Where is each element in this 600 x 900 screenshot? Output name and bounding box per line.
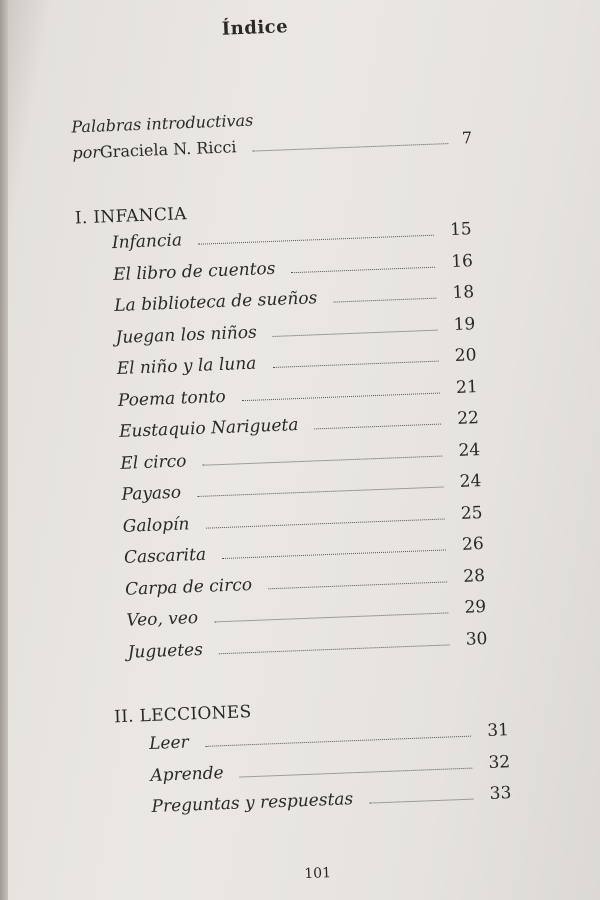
- section-entries-infancia: [112, 219, 489, 673]
- toc-entry-title: Poema tonto: [117, 386, 227, 411]
- toc-entry-title: Juguetes: [127, 639, 204, 663]
- toc-entry-title: La biblioteca de sueños: [113, 288, 318, 317]
- toc-entry-title: Cascarita: [123, 544, 207, 568]
- section-entries-lecciones: [149, 720, 512, 828]
- page-number-footer: 101: [303, 865, 332, 883]
- toc-entry-title: Leer: [148, 732, 190, 754]
- toc-entry-page-number: 15: [449, 219, 473, 241]
- dot-leader: [268, 581, 447, 589]
- intro-page-number: 7: [461, 128, 473, 148]
- toc-entry-title: Juegan los niños: [115, 322, 258, 348]
- toc-entry-page-number: 16: [450, 250, 474, 272]
- toc-entry-page-number: 32: [488, 751, 511, 773]
- toc-entry-title: Galopín: [122, 513, 190, 537]
- toc-entry-page-number: 19: [453, 313, 476, 335]
- dot-leader: [292, 266, 436, 273]
- toc-entry-title: Carpa de circo: [124, 574, 253, 600]
- toc-entry-page-number: 22: [456, 408, 480, 429]
- intro-entry: [71, 99, 473, 166]
- dot-leader: [333, 298, 436, 303]
- dot-leader: [369, 799, 473, 804]
- dot-leader: [273, 329, 438, 336]
- intro-by: por: [72, 142, 101, 163]
- toc-entry-title: Veo, veo: [126, 608, 199, 631]
- toc-entry-page-number: 24: [458, 439, 481, 461]
- toc-entry-page-number: 18: [452, 282, 475, 304]
- toc-entry-title: Aprende: [150, 762, 224, 786]
- toc-entry-page-number: 20: [454, 345, 477, 366]
- intro-title: Palabras introductivas: [71, 110, 254, 137]
- intro-author: Graciela N. Ricci: [99, 137, 237, 162]
- toc-entry-page-number: 24: [459, 471, 482, 492]
- toc-entry-page-number: 33: [489, 783, 512, 804]
- toc-entry-page-number: 31: [486, 720, 510, 742]
- section-heading-lecciones: II. LECCIONES: [113, 702, 252, 728]
- dot-leader: [205, 736, 471, 747]
- dot-leader: [253, 143, 449, 152]
- toc-entry-title: Infancia: [111, 230, 183, 254]
- dot-leader: [219, 644, 450, 654]
- toc-entry-title: El circo: [119, 450, 187, 474]
- dot-leader: [272, 361, 438, 368]
- dot-leader: [240, 767, 473, 777]
- toc-entry-title: El libro de cuentos: [112, 258, 276, 285]
- dot-leader: [222, 549, 446, 559]
- dot-leader: [203, 455, 443, 465]
- toc-entry-title: Preguntas y respuestas: [151, 789, 354, 817]
- toc-entry-page-number: 29: [464, 596, 487, 618]
- toc-entry-title: Payaso: [121, 482, 182, 505]
- dot-leader: [242, 392, 440, 401]
- dot-leader: [198, 235, 434, 245]
- toc-entry-page-number: 21: [455, 376, 479, 398]
- toc-entry-title: Eustaquio Narigueta: [118, 415, 299, 442]
- toc-entry-page-number: 30: [465, 628, 488, 650]
- dot-leader: [315, 424, 442, 430]
- toc-entry-title: El niño y la luna: [116, 353, 257, 379]
- toc-entry-page-number: 25: [460, 502, 483, 524]
- dot-leader: [214, 612, 448, 622]
- dot-leader: [197, 487, 443, 497]
- toc-entry-page-number: 28: [462, 565, 486, 587]
- section-heading-infancia: I. INFANCIA: [74, 204, 188, 229]
- page-title: Índice: [221, 16, 289, 40]
- dot-leader: [206, 518, 445, 528]
- toc-entry-page-number: 26: [461, 534, 485, 555]
